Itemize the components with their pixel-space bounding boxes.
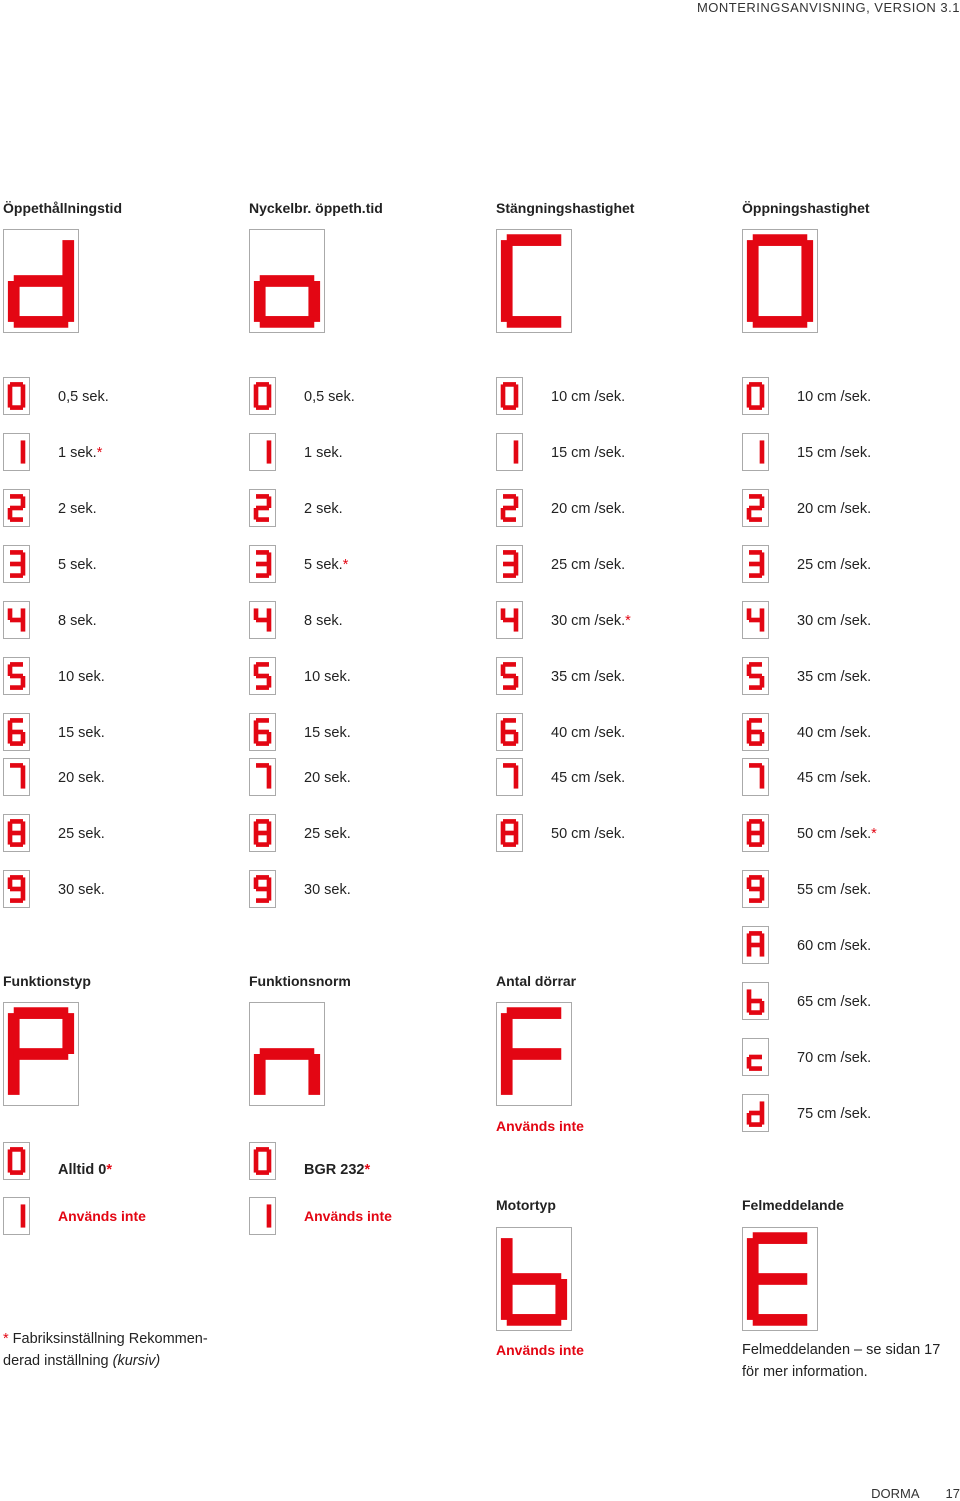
option-label-0-7 bbox=[58, 770, 105, 786]
option-label-1-1 bbox=[304, 445, 343, 461]
option-label-2-1 bbox=[551, 445, 625, 461]
option-text: BGR 232 bbox=[304, 1162, 365, 1178]
footnote-line1 bbox=[3, 1328, 208, 1350]
digit-display-1-6 bbox=[249, 713, 276, 751]
option-text: Alltid 0 bbox=[58, 1162, 107, 1178]
digit-display-3-8 bbox=[742, 814, 769, 852]
digit-display-3-2 bbox=[742, 489, 769, 527]
digit-display-2-4 bbox=[496, 601, 523, 639]
digit-display-3-6 bbox=[742, 713, 769, 751]
option-text: 10 cm /sek. bbox=[551, 389, 626, 405]
large-display-3 bbox=[742, 229, 818, 333]
option-text: 5 sek. bbox=[58, 557, 97, 573]
option-label-3-1 bbox=[797, 445, 871, 461]
digit-display-0-8 bbox=[3, 814, 30, 852]
digit-display-3-12 bbox=[742, 1038, 769, 1076]
option-text: 20 cm /sek. bbox=[551, 501, 626, 517]
footnote bbox=[3, 1328, 208, 1372]
option-text: 30 cm /sek. bbox=[797, 613, 872, 629]
option-label-0-4 bbox=[58, 613, 97, 629]
footer bbox=[845, 1486, 960, 1501]
option-label-1-0 bbox=[304, 389, 355, 405]
option-label-3-12 bbox=[797, 1050, 871, 1066]
option-label-3-5 bbox=[797, 669, 871, 685]
digit-display-2-2 bbox=[496, 489, 523, 527]
option-label-0-3 bbox=[58, 557, 97, 573]
large-display-1-glyph bbox=[250, 230, 324, 332]
option-text: 25 sek. bbox=[58, 826, 105, 842]
digit-display-0-6 bbox=[3, 713, 30, 751]
option-text: 0,5 sek. bbox=[58, 389, 109, 405]
option-label-1-5 bbox=[304, 669, 351, 685]
digit-display-3-0 bbox=[742, 377, 769, 415]
option-label-2-4 bbox=[551, 613, 631, 629]
option-label-0-5 bbox=[58, 669, 105, 685]
option-text: 75 cm /sek. bbox=[797, 1106, 872, 1122]
digit-display-2-7 bbox=[496, 758, 523, 796]
option-label-0-8 bbox=[58, 826, 105, 842]
digit-display-0-5 bbox=[3, 657, 30, 695]
option-label-3-11 bbox=[797, 994, 871, 1010]
factory-default-marker: * bbox=[106, 1162, 112, 1178]
option-text: 8 sek. bbox=[304, 613, 343, 629]
option-text: 5 sek. bbox=[304, 557, 343, 573]
option-label-1-6 bbox=[304, 725, 351, 741]
option-label-3-10 bbox=[797, 938, 871, 954]
option-label-0-9 bbox=[58, 882, 105, 898]
option-label-2-0 bbox=[551, 389, 625, 405]
felmeddelande-display bbox=[742, 1227, 818, 1331]
digit-display-1-4 bbox=[249, 601, 276, 639]
large-display-3-glyph bbox=[743, 230, 817, 332]
footnote-star: * bbox=[3, 1331, 9, 1347]
funktionstyp-option-1: Används inte bbox=[58, 1208, 146, 1224]
footnote-italic: (kursiv) bbox=[112, 1353, 161, 1369]
antal-dorrar-display bbox=[496, 1002, 572, 1106]
digit-display-3-5 bbox=[742, 657, 769, 695]
option-text: 20 sek. bbox=[304, 770, 351, 786]
digit-display-1-5 bbox=[249, 657, 276, 695]
funktionsnorm-display-glyph bbox=[250, 1003, 324, 1105]
option-text: 1 sek. bbox=[58, 445, 97, 461]
factory-default-marker: * bbox=[871, 826, 877, 842]
digit-display-3-9 bbox=[742, 870, 769, 908]
felmeddelande-title: Felmeddelande bbox=[742, 1197, 844, 1213]
motortyp-display bbox=[496, 1227, 572, 1331]
antal-dorrar-display-glyph bbox=[497, 1003, 571, 1105]
option-text: 10 cm /sek. bbox=[797, 389, 872, 405]
large-display-1 bbox=[249, 229, 325, 333]
digit-display-0-4 bbox=[3, 601, 30, 639]
option-label-2-6 bbox=[551, 725, 625, 741]
digit-display-0-0 bbox=[3, 377, 30, 415]
factory-default-marker: * bbox=[625, 613, 631, 629]
digit-display-3-7 bbox=[742, 758, 769, 796]
option-label-0-1 bbox=[58, 445, 102, 461]
option-label-2-7 bbox=[551, 770, 625, 786]
option-text: 10 sek. bbox=[58, 669, 105, 685]
option-label-3-7 bbox=[797, 770, 871, 786]
option-text: 50 cm /sek. bbox=[797, 826, 872, 842]
digit-display-2-8 bbox=[496, 814, 523, 852]
digit-display-0-1 bbox=[3, 433, 30, 471]
digit-display-2-0 bbox=[496, 377, 523, 415]
digit-display-3-11 bbox=[742, 982, 769, 1020]
option-label-1-4 bbox=[304, 613, 343, 629]
column-title-1: Nyckelbr. öppeth.tid bbox=[249, 200, 383, 216]
funktionsnorm-title: Funktionsnorm bbox=[249, 973, 351, 989]
digit-display-3-3 bbox=[742, 545, 769, 583]
digit-display-3-10 bbox=[742, 926, 769, 964]
option-label-3-0 bbox=[797, 389, 871, 405]
large-display-0 bbox=[3, 229, 79, 333]
factory-default-marker: * bbox=[96, 445, 103, 461]
option-text: 15 sek. bbox=[58, 725, 105, 741]
option-text: 1 sek. bbox=[304, 445, 343, 461]
digit-display-3-1 bbox=[742, 433, 769, 471]
option-label-1-2 bbox=[304, 501, 343, 517]
option-label-1-3 bbox=[304, 557, 348, 573]
option-text: 0,5 sek. bbox=[304, 389, 355, 405]
column-title-0: Öppethållningstid bbox=[3, 200, 122, 216]
option-text: 30 sek. bbox=[58, 882, 105, 898]
digit-display-3-4 bbox=[742, 601, 769, 639]
digit-display-1-9 bbox=[249, 870, 276, 908]
motortyp-title: Motortyp bbox=[496, 1197, 556, 1213]
option-text: 65 cm /sek. bbox=[797, 994, 872, 1010]
column-title-3: Öppningshastighet bbox=[742, 200, 870, 216]
digit-display-0-2 bbox=[3, 489, 30, 527]
option-label-1-9 bbox=[304, 882, 351, 898]
option-text: 20 cm /sek. bbox=[797, 501, 872, 517]
large-display-2 bbox=[496, 229, 572, 333]
funktionsnorm-digit-0 bbox=[249, 1142, 276, 1180]
option-label-0-2 bbox=[58, 501, 97, 517]
digit-display-1-3 bbox=[249, 545, 276, 583]
option-label-0-0 bbox=[58, 389, 109, 405]
option-label-3-13 bbox=[797, 1106, 871, 1122]
digit-display-1-2 bbox=[249, 489, 276, 527]
funktionstyp-display bbox=[3, 1002, 79, 1106]
footnote-text2: derad inställning bbox=[3, 1353, 113, 1369]
option-text: 30 cm /sek. bbox=[551, 613, 626, 629]
option-text: 70 cm /sek. bbox=[797, 1050, 872, 1066]
antal-dorrar-title: Antal dörrar bbox=[496, 973, 577, 989]
funktionstyp-option-0 bbox=[58, 1162, 112, 1178]
option-text: 25 cm /sek. bbox=[551, 557, 626, 573]
option-label-1-7 bbox=[304, 770, 351, 786]
felmeddelande-note-line1: Felmeddelanden – se sidan 17 bbox=[742, 1342, 941, 1358]
option-label-3-9 bbox=[797, 882, 871, 898]
option-label-3-8 bbox=[797, 826, 877, 842]
funktionsnorm-option-0 bbox=[304, 1162, 370, 1178]
footnote-text1: Fabriksinställning Rekommen- bbox=[8, 1331, 208, 1347]
column-title-2: Stängningshastighet bbox=[496, 200, 635, 216]
digit-display-1-8 bbox=[249, 814, 276, 852]
option-text: 50 cm /sek. bbox=[551, 826, 626, 842]
option-text: 60 cm /sek. bbox=[797, 938, 872, 954]
footer-brand: DORMA bbox=[871, 1486, 920, 1501]
digit-display-0-7 bbox=[3, 758, 30, 796]
felmeddelande-note bbox=[742, 1339, 940, 1383]
digit-display-2-5 bbox=[496, 657, 523, 695]
large-display-0-glyph bbox=[4, 230, 78, 332]
option-label-2-8 bbox=[551, 826, 625, 842]
option-label-3-3 bbox=[797, 557, 871, 573]
factory-default-marker: * bbox=[342, 557, 349, 573]
large-display-2-glyph bbox=[497, 230, 571, 332]
digit-display-1-7 bbox=[249, 758, 276, 796]
funktionstyp-digit-1 bbox=[3, 1197, 30, 1235]
motortyp-display-glyph bbox=[497, 1228, 571, 1330]
option-text: 30 sek. bbox=[304, 882, 351, 898]
option-text: 2 sek. bbox=[58, 501, 97, 517]
option-label-3-6 bbox=[797, 725, 871, 741]
option-text: 35 cm /sek. bbox=[551, 669, 626, 685]
header-title: MONTERINGSANVISNING, VERSION 3.1 bbox=[696, 0, 960, 15]
option-text: 8 sek. bbox=[58, 613, 97, 629]
option-text: 15 cm /sek. bbox=[797, 445, 872, 461]
option-text: 40 cm /sek. bbox=[797, 725, 872, 741]
felmeddelande-display-glyph bbox=[743, 1228, 817, 1330]
funktionsnorm-digit-1 bbox=[249, 1197, 276, 1235]
digit-display-1-1 bbox=[249, 433, 276, 471]
felmeddelande-note-line2: för mer information. bbox=[742, 1364, 868, 1380]
option-text: 35 cm /sek. bbox=[797, 669, 872, 685]
antal-dorrar-note: Används inte bbox=[496, 1118, 584, 1134]
funktionstyp-digit-0 bbox=[3, 1142, 30, 1180]
option-label-3-4 bbox=[797, 613, 871, 629]
option-text: 15 sek. bbox=[304, 725, 351, 741]
option-text: 40 cm /sek. bbox=[551, 725, 626, 741]
funktionsnorm-display bbox=[249, 1002, 325, 1106]
option-text: 45 cm /sek. bbox=[551, 770, 626, 786]
factory-default-marker: * bbox=[364, 1162, 371, 1178]
digit-display-2-3 bbox=[496, 545, 523, 583]
option-text: 2 sek. bbox=[304, 501, 343, 517]
option-text: 25 cm /sek. bbox=[797, 557, 872, 573]
digit-display-2-1 bbox=[496, 433, 523, 471]
page-number: 17 bbox=[945, 1486, 960, 1501]
option-label-0-6 bbox=[58, 725, 105, 741]
option-text: 25 sek. bbox=[304, 826, 351, 842]
option-label-2-5 bbox=[551, 669, 625, 685]
option-label-2-3 bbox=[551, 557, 625, 573]
option-text: 45 cm /sek. bbox=[797, 770, 872, 786]
digit-display-1-0 bbox=[249, 377, 276, 415]
funktionstyp-display-glyph bbox=[4, 1003, 78, 1105]
option-label-1-8 bbox=[304, 826, 351, 842]
digit-display-0-9 bbox=[3, 870, 30, 908]
option-text: 15 cm /sek. bbox=[551, 445, 626, 461]
digit-display-3-13 bbox=[742, 1094, 769, 1132]
digit-display-2-6 bbox=[496, 713, 523, 751]
option-label-3-2 bbox=[797, 501, 871, 517]
option-text: 10 sek. bbox=[304, 669, 351, 685]
funktionsnorm-option-1: Används inte bbox=[304, 1208, 392, 1224]
motortyp-note: Används inte bbox=[496, 1342, 584, 1358]
funktionstyp-title: Funktionstyp bbox=[3, 973, 91, 989]
option-text: 20 sek. bbox=[58, 770, 105, 786]
option-text: 55 cm /sek. bbox=[797, 882, 872, 898]
option-label-2-2 bbox=[551, 501, 625, 517]
footnote-line2 bbox=[3, 1350, 208, 1372]
digit-display-0-3 bbox=[3, 545, 30, 583]
